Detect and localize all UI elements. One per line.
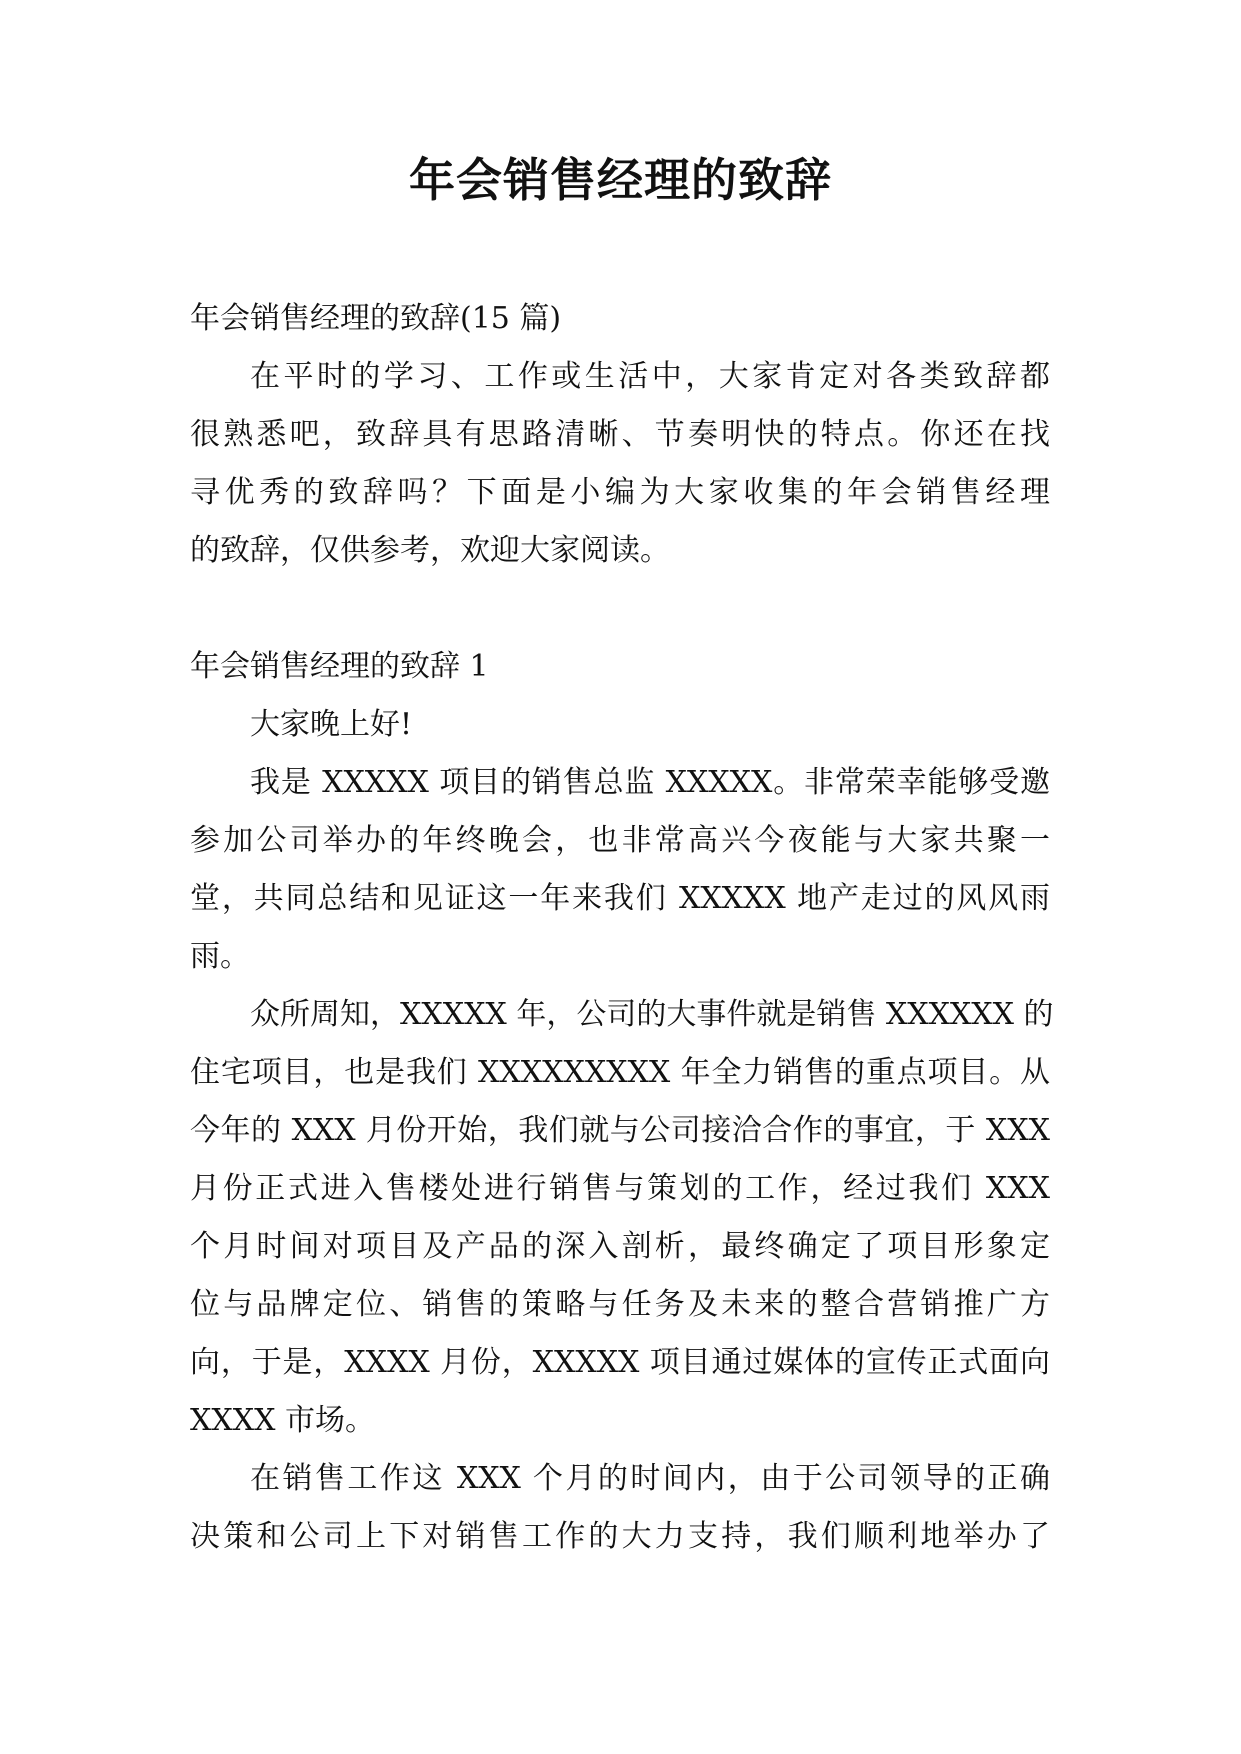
- text-line: XXXX 市场。: [190, 1403, 375, 1438]
- text-line: 众所周知，XXXXX 年，公司的大事件就是销售 XXXXXX 的: [250, 997, 1054, 1032]
- section-heading: 年会销售经理的致辞 1: [190, 649, 489, 684]
- intro-paragraph: [190, 348, 1050, 580]
- text-line: 堂，共同总结和见证这一年来我们 XXXXX 地产走过的风风雨: [190, 881, 1050, 916]
- document-subtitle: 年会销售经理的致辞(15 篇): [190, 301, 562, 336]
- paragraph-1: [190, 754, 1050, 986]
- text-line: 的致辞，仅供参考，欢迎大家阅读。: [190, 533, 670, 568]
- text-line: 我是 XXXXX 项目的销售总监 XXXXX。非常荣幸能够受邀: [250, 765, 1050, 800]
- text-line: 月份正式进入售楼处进行销售与策划的工作，经过我们 XXX: [190, 1171, 1050, 1206]
- text-line: 很熟悉吧，致辞具有思路清晰、节奏明快的特点。你还在找: [190, 417, 1050, 452]
- text-line: 向，于是，XXXX 月份，XXXXX 项目通过媒体的宣传正式面向: [190, 1345, 1050, 1380]
- document-body: [190, 290, 1054, 1566]
- text-line: 寻优秀的致辞吗？下面是小编为大家收集的年会销售经理: [190, 475, 1050, 510]
- text-line: 在平时的学习、工作或生活中，大家肯定对各类致辞都: [250, 359, 1050, 394]
- document-title: 年会销售经理的致辞: [409, 153, 832, 207]
- text-line: 住宅项目，也是我们 XXXXXXXXX 年全力销售的重点项目。从: [190, 1055, 1050, 1090]
- paragraph-2: [190, 986, 1054, 1450]
- paragraph-3: [190, 1450, 1050, 1566]
- text-line: 今年的 XXX 月份开始，我们就与公司接洽合作的事宜，于 XXX: [190, 1113, 1050, 1148]
- text-line: 位与品牌定位、销售的策略与任务及未来的整合营销推广方: [190, 1287, 1050, 1322]
- text-line: 雨。: [190, 939, 250, 974]
- paragraph-gap: [190, 580, 1050, 638]
- greeting-line: 大家晚上好!: [250, 707, 413, 742]
- text-line: 决策和公司上下对销售工作的大力支持，我们顺利地举办了: [190, 1519, 1050, 1554]
- text-line: 个月时间对项目及产品的深入剖析，最终确定了项目形象定: [190, 1229, 1050, 1264]
- text-line: 在销售工作这 XXX 个月的时间内，由于公司领导的正确: [250, 1461, 1050, 1496]
- text-line: 参加公司举办的年终晚会，也非常高兴今夜能与大家共聚一: [190, 823, 1050, 858]
